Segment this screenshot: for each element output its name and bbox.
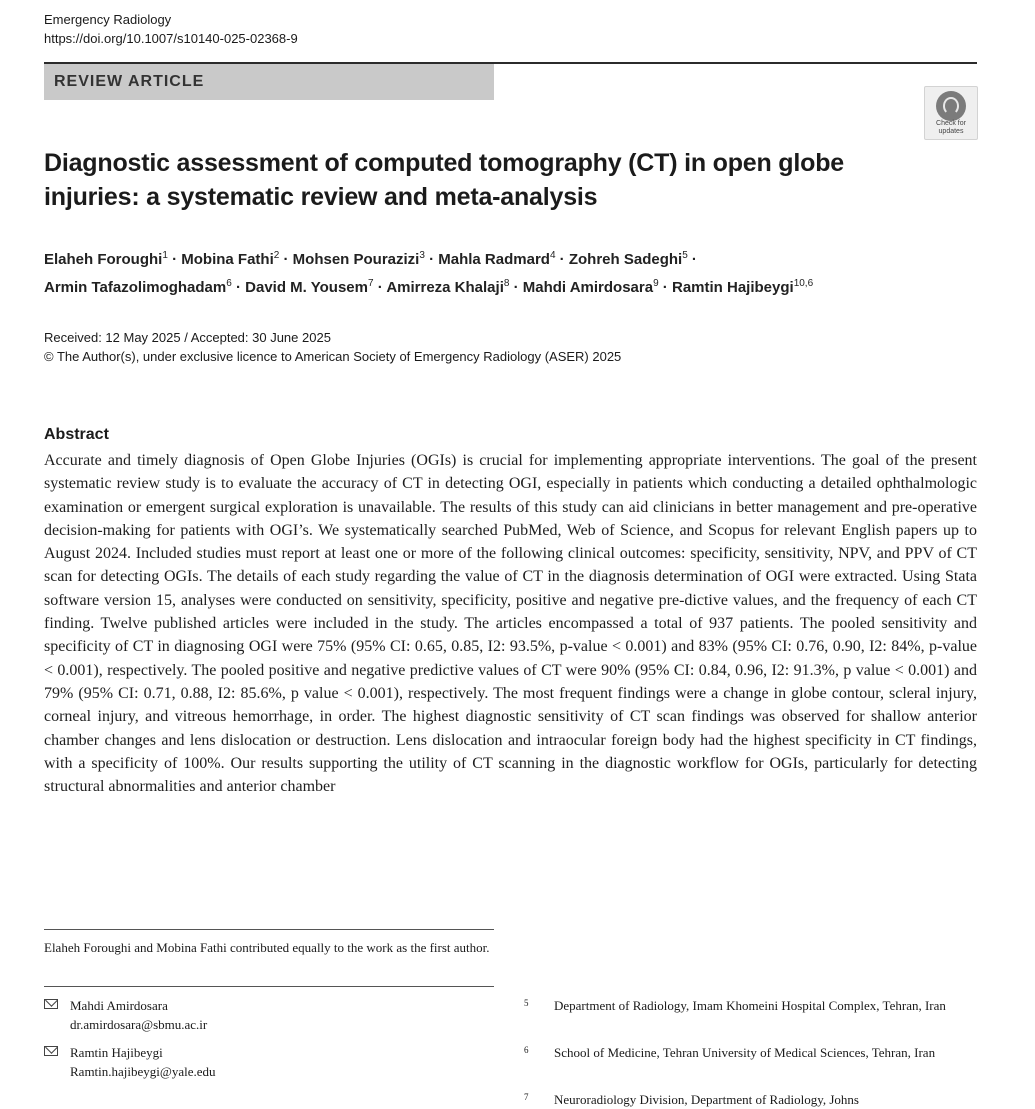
author-affil-sup: 8 — [503, 278, 510, 289]
affiliation-number: 5 — [524, 998, 529, 1008]
author-name[interactable]: David M. Yousem — [245, 279, 368, 296]
abstract-text: Accurate and timely diagnosis of Open Globe Injuries (OGIs) is crucial for implementing appropriate interventions. The goal of the present systematic review study is to evaluate the accuracy of CT in detecting OGI, especially in patients which conducting a detailed ophthalmologic examination or emergent surgical exploration is unavailable. The results of this study can aid clinicians in better management and pre-operative decision-making for patients with OGI’s. We systematically searched PubMed, Web of Science, and Scopus for relevant English papers up to August 2024. Included studies must report at least one or more of the following clinical outcomes: specificity, sensitivity, NPV, and PPV of CT scan for detecting OGIs. The details of each study regarding the value of CT in the diagnosis determination of OGI were extracted. Using Stata software version 15, analyses were conducted on sensitivity, specificity, positive and negative pre-dictive values, and the frequency of each CT finding. Twelve published articles were included in the study. The articles encompassed a total of 937 patients. The pooled sensitivity and specificity of CT in diagnosing OGI were 75% (95% CI: 0.65, 0.85, I2: 93.5%, p-value < 0.001) and 83% (95% CI: 0.76, 0.90, I2: 84%, p-value < 0.001), respectively. The pooled positive and negative predictive values of CT were 90% (95% CI: 0.84, 0.96, I2: 91.3%, p value < 0.001) and 79% (95% CI: 0.71, 0.88, I2: 85.6%, p value < 0.001), respectively. The most frequent findings were a change in globe contour, scleral injury, corneal injury, and vitreous hemorrhage, in order. The highest diagnostic sensitivity of CT scan findings was observed for shallow anterior chamber changes and lens dislocation or destruction. Lens dislocation and intraocular foreign body had the highest specificity in CT findings, with a specificity of 100%. Our results supporting the utility of CT scanning in the diagnostic workflow for OGIs, particularly for detecting structural abnormalities and anterior chamber — [44, 452, 977, 796]
journal-header — [44, 10, 298, 48]
crossmark-icon — [936, 91, 966, 121]
author-affil-sup: 3 — [419, 250, 425, 261]
author-affil-sup: 1 — [162, 250, 168, 261]
check-for-updates-label: Check for updates — [936, 120, 966, 135]
author-affil-sup: 4 — [549, 250, 556, 261]
author-name[interactable]: Zohreh Sadeghi — [568, 251, 683, 268]
correspondence-name: Mahdi Amirdosara — [70, 998, 168, 1013]
affiliation-number: 6 — [524, 1045, 529, 1055]
title-line: injuries: a systematic review and meta-analysis — [44, 183, 598, 211]
author-affil-sup: 5 — [682, 250, 688, 261]
author-name[interactable]: Elaheh Foroughi — [44, 251, 163, 268]
envelope-icon — [44, 1046, 58, 1056]
affiliation-text: Neuroradiology Division, Department of Radiology, Johns — [554, 1092, 859, 1107]
author-name[interactable]: Mobina Fathi — [181, 251, 274, 268]
author-affil-sup: 7 — [367, 278, 374, 289]
doi-link[interactable]: https://doi.org/10.1007/s10140-025-02368-9 — [44, 31, 298, 46]
article-title — [44, 146, 924, 214]
section-band — [44, 64, 494, 100]
article-type-label: REVIEW ARTICLE — [54, 73, 205, 90]
author-name[interactable]: Mahdi Amirdosara — [522, 279, 654, 296]
affiliation-text: School of Medicine, Tehran University of Medical Sciences, Tehran, Iran — [554, 1045, 936, 1060]
author-affil-sup: 2 — [273, 250, 280, 261]
author-name[interactable]: Amirreza Khalaji — [386, 279, 504, 296]
author-name[interactable]: Mahla Radmard — [438, 251, 550, 268]
envelope-icon — [44, 999, 58, 1009]
abstract-heading: Abstract — [44, 426, 109, 443]
journal-name: Emergency Radiology — [44, 12, 172, 27]
copyright-line: © The Author(s), under exclusive licence to American Society of Emergency Radiology (ASER) 2025 — [44, 349, 622, 364]
author-line-1: Elaheh Foroughi$^1$ · Mobina Fathi$^2$ · Mohsen Pourazizi$^3$ · Mahla Radmard$^4$ · Zohreh Sadeghi$^5$ · — [44, 250, 697, 268]
author-list — [44, 244, 974, 300]
author-affil-sup: 10,6 — [793, 278, 814, 289]
check-for-updates-badge[interactable] — [924, 86, 978, 140]
correspondence-email[interactable]: Ramtin.hajibeygi@yale.edu — [70, 1064, 216, 1079]
correspondence-email[interactable]: dr.amirdosara@sbmu.ac.ir — [70, 1017, 208, 1032]
footnote-rule — [44, 929, 494, 930]
author-affil-sup: 6 — [226, 278, 232, 289]
correspondence-name: Ramtin Hajibeygi — [70, 1045, 163, 1060]
affiliation-text: Department of Radiology, Imam Khomeini Hospital Complex, Tehran, Iran — [554, 998, 946, 1013]
title-line: Diagnostic assessment of computed tomography (CT) in open globe — [44, 149, 844, 177]
received-accepted-dates: Received: 12 May 2025 / Accepted: 30 June 2025 — [44, 330, 331, 345]
footnote-rule — [44, 986, 494, 987]
author-affil-sup: 9 — [653, 278, 659, 289]
author-name[interactable]: Mohsen Pourazizi — [292, 251, 420, 268]
affiliation-number: 7 — [524, 1092, 529, 1102]
author-name[interactable]: Armin Tafazolimoghadam — [44, 279, 227, 296]
equal-contribution-note: Elaheh Foroughi and Mobina Fathi contributed equally to the work as the first author. — [44, 940, 490, 955]
article-history — [44, 328, 621, 366]
author-line-2: Armin Tafazolimoghadam$^6$ · David M. Yousem$^7$ · Amirreza Khalaji$^8$ · Mahdi Amirdosara$^9$ · Ramtin Hajibeygi$^{10,6}$ — [44, 278, 814, 296]
author-name[interactable]: Ramtin Hajibeygi — [671, 279, 794, 296]
